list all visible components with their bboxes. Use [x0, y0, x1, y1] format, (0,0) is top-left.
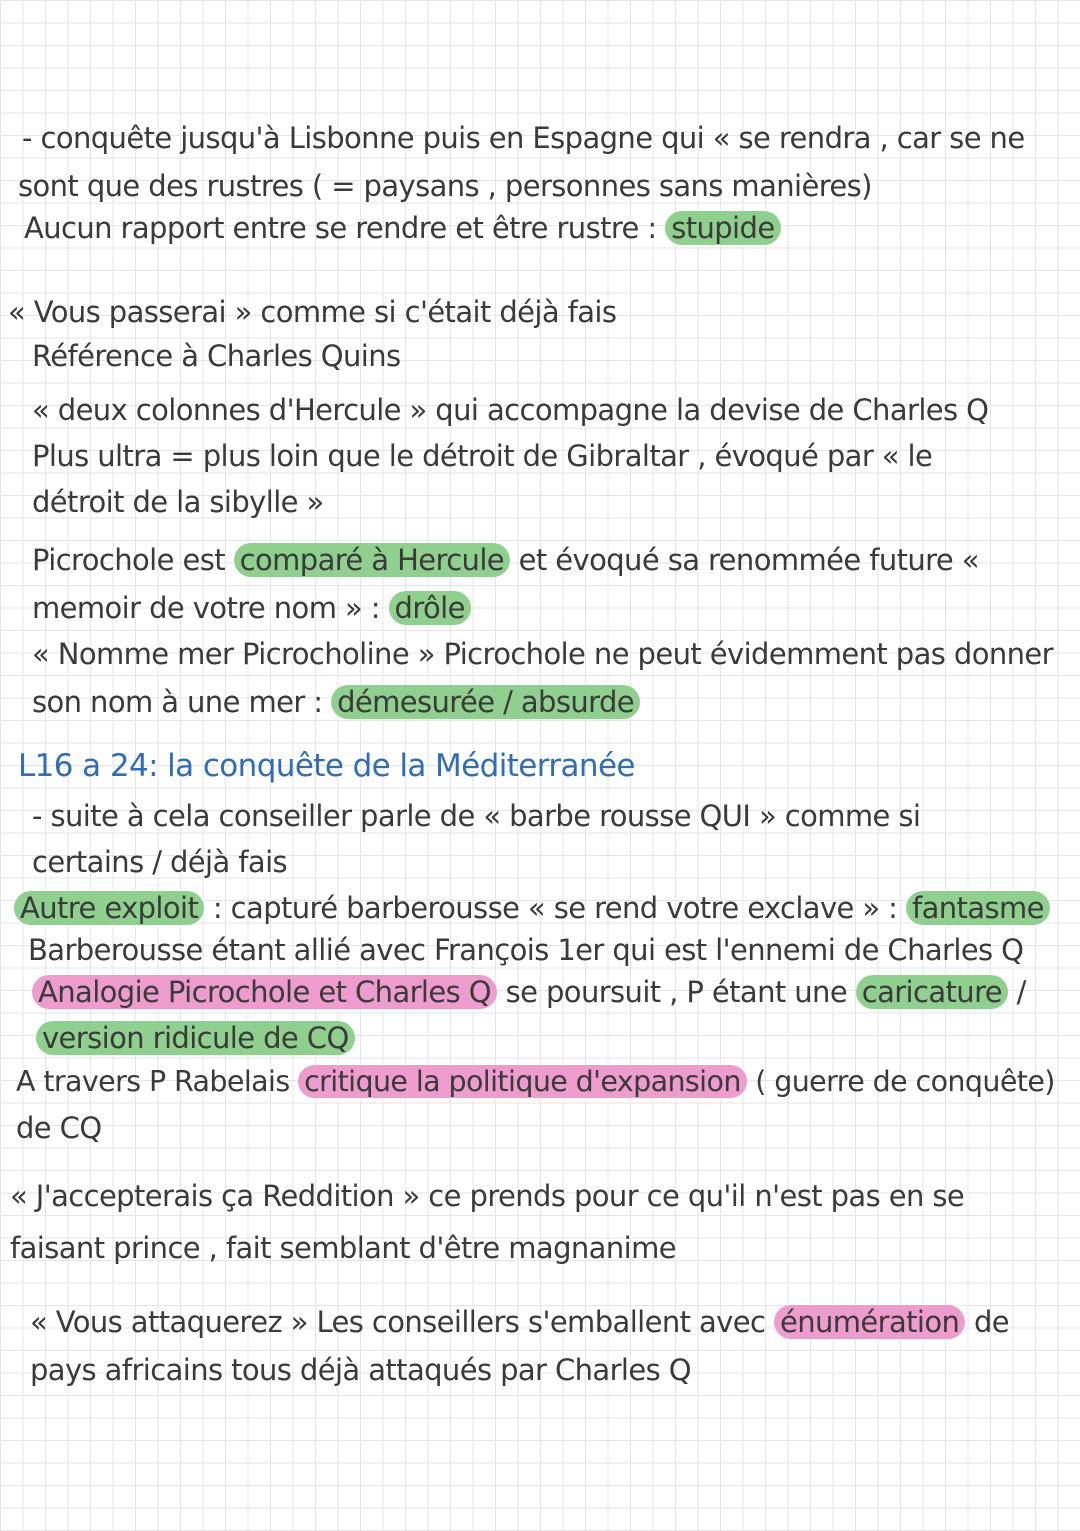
note-text: et évoqué sa renommée future « — [518, 543, 979, 577]
note-text: Picrochole est — [32, 543, 225, 577]
note-line: Référence à Charles Quins — [32, 339, 401, 373]
green-highlight: stupide — [665, 211, 780, 245]
note-line: « J'accepterais ça Reddition » ce prends pour ce qu'il n'est pas en se — [10, 1179, 965, 1213]
green-highlight: comparé à Hercule — [234, 543, 510, 577]
note-text: « Vous attaquerez » Les conseillers s'emballent avec — [30, 1305, 766, 1339]
note-line: pays africains tous déjà attaqués par Charles Q — [30, 1353, 691, 1387]
pink-highlight: critique la politique d'expansion — [298, 1065, 747, 1098]
note-line: « Vous passerai » comme si c'était déjà fais — [8, 295, 617, 329]
green-highlight: fantasme — [906, 891, 1050, 925]
note-line — [32, 972, 1026, 1012]
note-text: ( guerre de conquête) — [755, 1065, 1055, 1098]
note-line — [14, 888, 1050, 928]
note-line: Plus ultra = plus loin que le détroit de Gibraltar , évoqué par « le — [32, 439, 933, 473]
note-text: Aucun rapport entre se rendre et être rustre : — [24, 211, 657, 245]
note-text: de — [973, 1305, 1009, 1339]
note-line: - suite à cela conseiller parle de « barbe rousse QUI » comme si — [32, 799, 921, 833]
green-highlight: Autre exploit — [14, 891, 204, 925]
note-line — [16, 1062, 1055, 1102]
green-highlight: démesurée / absurde — [331, 685, 640, 719]
pink-highlight: Analogie Picrochole et Charles Q — [32, 975, 497, 1009]
note-text: A travers P Rabelais — [16, 1065, 290, 1098]
note-line: détroit de la sibylle » — [32, 485, 324, 519]
note-line: sont que des rustres ( = paysans , personnes sans manières) — [18, 169, 872, 203]
note-line: « Nomme mer Picrocholine » Picrochole ne peut évidemment pas donner — [32, 637, 1053, 671]
note-line — [32, 540, 979, 580]
note-line — [36, 1018, 355, 1058]
note-line — [24, 208, 781, 248]
note-text: memoir de votre nom » : — [32, 591, 380, 625]
note-line — [32, 682, 640, 722]
note-text: / — [1016, 975, 1026, 1009]
green-highlight: caricature — [856, 975, 1008, 1009]
note-line — [30, 1302, 1009, 1342]
note-line: certains / déjà fais — [32, 845, 288, 879]
section-heading: L16 a 24: la conquête de la Méditerranée — [18, 748, 635, 784]
note-line: - conquête jusqu'à Lisbonne puis en Espagne qui « se rendra , car se ne — [22, 121, 1025, 155]
note-line: « deux colonnes d'Hercule » qui accompagne la devise de Charles Q — [32, 393, 989, 427]
green-highlight: version ridicule de CQ — [36, 1021, 355, 1055]
note-line: de CQ — [16, 1111, 102, 1145]
note-line: faisant prince , fait semblant d'être magnanime — [10, 1231, 676, 1265]
note-text: se poursuit , P étant une — [505, 975, 848, 1009]
note-text: : capturé barberousse « se rend votre exclave » : — [212, 891, 898, 925]
note-text: son nom à une mer : — [32, 685, 323, 719]
pink-highlight: énumération — [774, 1305, 965, 1339]
green-highlight: drôle — [389, 591, 471, 625]
note-line: Barberousse étant allié avec François 1er qui est l'ennemi de Charles Q — [28, 933, 1024, 967]
note-line — [32, 588, 471, 628]
